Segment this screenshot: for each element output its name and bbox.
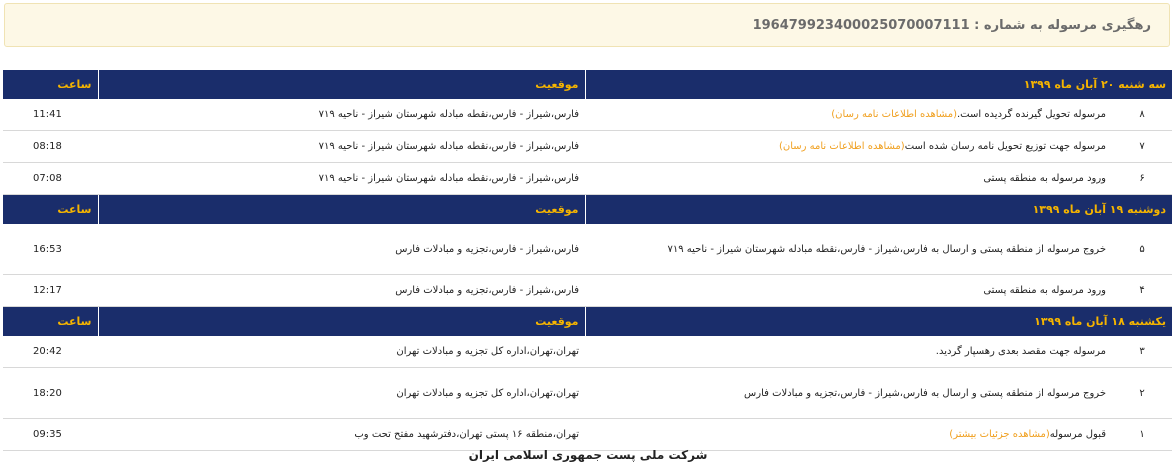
date-header-row xyxy=(3,195,1172,225)
event-description: مرسوله جهت مقصد بعدی رهسپار گردید. xyxy=(935,346,1107,357)
time-column-header: ساعت xyxy=(3,70,98,99)
location-column-header: موقعیت xyxy=(98,307,585,337)
event-time: 20:42 xyxy=(3,336,98,368)
event-description: خروج مرسوله از منطقه پستی و ارسال به فارس،شیراز - فارس،تجزیه و مبادلات فارس xyxy=(744,387,1107,399)
event-number: ۶ xyxy=(1112,163,1172,195)
table-row xyxy=(3,336,1172,368)
event-number: ۴ xyxy=(1112,275,1172,307)
event-description-cell xyxy=(585,131,1112,163)
table-row xyxy=(3,275,1172,307)
event-description-cell xyxy=(585,419,1112,451)
event-number: ۵ xyxy=(1112,224,1172,275)
table-row xyxy=(3,131,1172,163)
table-row xyxy=(3,99,1172,131)
event-description-cell xyxy=(585,224,1112,275)
event-description-cell xyxy=(585,368,1112,419)
tracking-table xyxy=(3,70,1172,451)
event-time: 08:18 xyxy=(3,131,98,163)
event-location: فارس،شیراز - فارس،نقطه مبادله شهرستان شیراز - ناحیه ۷۱۹ xyxy=(98,99,585,131)
event-location: تهران،تهران،اداره کل تجزیه و مبادلات تهران xyxy=(98,368,585,419)
event-location: فارس،شیراز - فارس،نقطه مبادله شهرستان شیراز - ناحیه ۷۱۹ xyxy=(98,163,585,195)
event-description: ورود مرسوله به منطقه پستی xyxy=(983,173,1107,184)
event-location: فارس،شیراز - فارس،تجزیه و مبادلات فارس xyxy=(98,275,585,307)
event-description: مرسوله تحویل گیرنده گردیده است. xyxy=(956,109,1107,120)
location-column-header: موقعیت xyxy=(98,195,585,225)
event-description: ورود مرسوله به منطقه پستی xyxy=(983,285,1107,296)
time-column-header: ساعت xyxy=(3,307,98,337)
event-description-cell xyxy=(585,275,1112,307)
event-time: 11:41 xyxy=(3,99,98,131)
event-location: تهران،منطقه ۱۶ پستی تهران،دفترشهید مفتح تحت وب xyxy=(98,419,585,451)
tracking-header xyxy=(4,3,1170,47)
event-number: ۳ xyxy=(1112,336,1172,368)
event-number: ۷ xyxy=(1112,131,1172,163)
table-row xyxy=(3,224,1172,275)
details-link[interactable]: (مشاهده اطلاعات نامه رسان) xyxy=(778,141,905,152)
event-time: 09:35 xyxy=(3,419,98,451)
tracking-title: رهگیری مرسوله به شماره : 196479923400025070007111 xyxy=(752,17,1151,33)
footer-company: شرکت ملی پست جمهوری اسلامی ایران xyxy=(468,448,708,462)
event-time: 18:20 xyxy=(3,368,98,419)
location-column-header: موقعیت xyxy=(98,70,585,99)
table-row xyxy=(3,163,1172,195)
event-description: مرسوله جهت توزیع تحویل نامه رسان شده است xyxy=(904,141,1107,152)
event-description-cell xyxy=(585,163,1112,195)
date-header: سه شنبه ۲۰ آبان ماه ۱۳۹۹ xyxy=(585,70,1172,99)
time-column-header: ساعت xyxy=(3,195,98,225)
date-header: دوشنبه ۱۹ آبان ماه ۱۳۹۹ xyxy=(585,195,1172,225)
event-time: 12:17 xyxy=(3,275,98,307)
date-header-row xyxy=(3,70,1172,99)
event-number: ۱ xyxy=(1112,419,1172,451)
event-location: تهران،تهران،اداره کل تجزیه و مبادلات تهران xyxy=(98,336,585,368)
event-description: قبول مرسوله xyxy=(1049,429,1107,440)
event-description-cell xyxy=(585,99,1112,131)
event-number: ۸ xyxy=(1112,99,1172,131)
table-row xyxy=(3,368,1172,419)
event-time: 16:53 xyxy=(3,224,98,275)
details-link[interactable]: (مشاهده اطلاعات نامه رسان) xyxy=(831,109,957,120)
event-location: فارس،شیراز - فارس،نقطه مبادله شهرستان شیراز - ناحیه ۷۱۹ xyxy=(98,131,585,163)
date-header: یکشنبه ۱۸ آبان ماه ۱۳۹۹ xyxy=(585,307,1172,337)
event-location: فارس،شیراز - فارس،تجزیه و مبادلات فارس xyxy=(98,224,585,275)
event-description: خروج مرسوله از منطقه پستی و ارسال به فارس،شیراز - فارس،نقطه مبادله شهرستان شیراز - ناحیه ۷۱۹ xyxy=(667,243,1107,255)
event-description-cell xyxy=(585,336,1112,368)
event-number: ۲ xyxy=(1112,368,1172,419)
event-time: 07:08 xyxy=(3,163,98,195)
table-row xyxy=(3,419,1172,451)
date-header-row xyxy=(3,307,1172,337)
details-link[interactable]: (مشاهده جزئیات بیشتر) xyxy=(949,429,1050,440)
